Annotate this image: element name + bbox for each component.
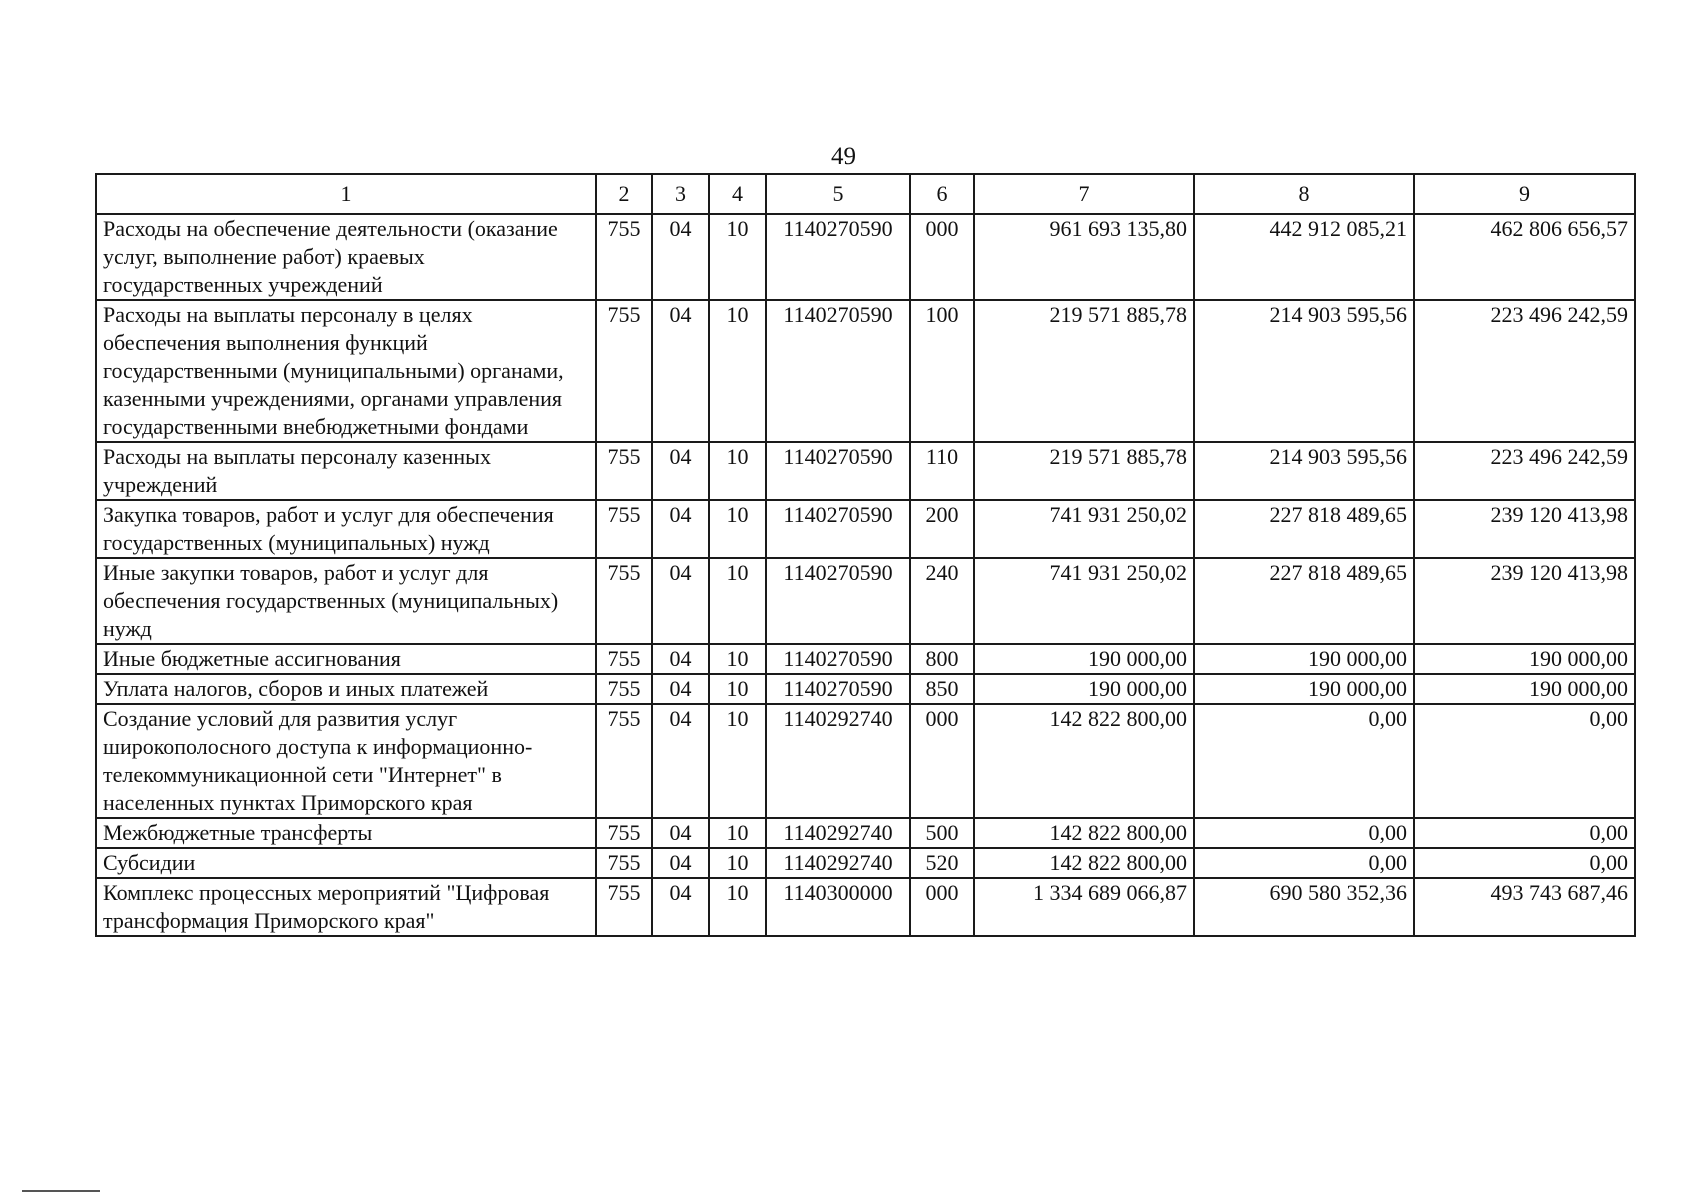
ministry-code: 755 <box>596 878 652 936</box>
row-name: Уплата налогов, сборов и иных платежей <box>96 674 596 704</box>
subsection-code: 10 <box>709 558 766 644</box>
column-header: 8 <box>1194 174 1414 214</box>
budget-table <box>95 173 1636 937</box>
amount-col-8: 190 000,00 <box>1194 644 1414 674</box>
column-header: 2 <box>596 174 652 214</box>
section-code: 04 <box>652 674 709 704</box>
expense-type-code: 800 <box>910 644 974 674</box>
subsection-code: 10 <box>709 848 766 878</box>
row-name: Создание условий для развития услуг широкополосного доступа к информационно-телекоммуникационной сети "Интернет" в населенных пунктах Приморского края <box>96 704 596 818</box>
table-row <box>96 442 1635 500</box>
row-name: Закупка товаров, работ и услуг для обеспечения государственных (муниципальных) нужд <box>96 500 596 558</box>
target-article-code: 1140270590 <box>766 644 910 674</box>
amount-col-8: 690 580 352,36 <box>1194 878 1414 936</box>
amount-col-8: 190 000,00 <box>1194 674 1414 704</box>
section-code: 04 <box>652 848 709 878</box>
column-header: 3 <box>652 174 709 214</box>
amount-col-7: 142 822 800,00 <box>974 704 1194 818</box>
expense-type-code: 000 <box>910 704 974 818</box>
target-article-code: 1140270590 <box>766 300 910 442</box>
table-row <box>96 704 1635 818</box>
expense-type-code: 110 <box>910 442 974 500</box>
section-code: 04 <box>652 500 709 558</box>
section-code: 04 <box>652 644 709 674</box>
table-row <box>96 878 1635 936</box>
table-row <box>96 500 1635 558</box>
amount-col-9: 0,00 <box>1414 704 1635 818</box>
amount-col-9: 190 000,00 <box>1414 644 1635 674</box>
ministry-code: 755 <box>596 818 652 848</box>
subsection-code: 10 <box>709 644 766 674</box>
expense-type-code: 850 <box>910 674 974 704</box>
column-header: 1 <box>96 174 596 214</box>
target-article-code: 1140292740 <box>766 848 910 878</box>
header-row <box>96 174 1635 214</box>
amount-col-7: 190 000,00 <box>974 674 1194 704</box>
amount-col-7: 142 822 800,00 <box>974 848 1194 878</box>
column-header: 5 <box>766 174 910 214</box>
column-header: 6 <box>910 174 974 214</box>
subsection-code: 10 <box>709 674 766 704</box>
section-code: 04 <box>652 214 709 300</box>
column-header: 9 <box>1414 174 1635 214</box>
subsection-code: 10 <box>709 500 766 558</box>
expense-type-code: 240 <box>910 558 974 644</box>
column-header: 4 <box>709 174 766 214</box>
amount-col-9: 462 806 656,57 <box>1414 214 1635 300</box>
amount-col-7: 219 571 885,78 <box>974 300 1194 442</box>
expense-type-code: 500 <box>910 818 974 848</box>
subsection-code: 10 <box>709 442 766 500</box>
amount-col-7: 190 000,00 <box>974 644 1194 674</box>
row-name: Расходы на выплаты персоналу казенных учреждений <box>96 442 596 500</box>
ministry-code: 755 <box>596 704 652 818</box>
row-name: Расходы на обеспечение деятельности (оказание услуг, выполнение работ) краевых государственных учреждений <box>96 214 596 300</box>
amount-col-8: 0,00 <box>1194 704 1414 818</box>
target-article-code: 1140300000 <box>766 878 910 936</box>
row-name: Комплекс процессных мероприятий "Цифровая трансформация Приморского края" <box>96 878 596 936</box>
expense-type-code: 200 <box>910 500 974 558</box>
table-body <box>96 214 1635 936</box>
subsection-code: 10 <box>709 214 766 300</box>
table-row <box>96 644 1635 674</box>
expense-type-code: 100 <box>910 300 974 442</box>
amount-col-9: 0,00 <box>1414 848 1635 878</box>
amount-col-9: 223 496 242,59 <box>1414 442 1635 500</box>
section-code: 04 <box>652 442 709 500</box>
row-name: Расходы на выплаты персоналу в целях обеспечения выполнения функций государственными (муниципальными) органами, казенными учреждениями, органами управления государственными внебюджетными фондами <box>96 300 596 442</box>
section-code: 04 <box>652 300 709 442</box>
amount-col-7: 142 822 800,00 <box>974 818 1194 848</box>
expense-type-code: 000 <box>910 214 974 300</box>
ministry-code: 755 <box>596 214 652 300</box>
ministry-code: 755 <box>596 674 652 704</box>
amount-col-7: 961 693 135,80 <box>974 214 1194 300</box>
amount-col-9: 0,00 <box>1414 818 1635 848</box>
amount-col-7: 741 931 250,02 <box>974 558 1194 644</box>
ministry-code: 755 <box>596 558 652 644</box>
subsection-code: 10 <box>709 704 766 818</box>
target-article-code: 1140270590 <box>766 214 910 300</box>
amount-col-8: 214 903 595,56 <box>1194 300 1414 442</box>
target-article-code: 1140270590 <box>766 674 910 704</box>
page-number: 49 <box>831 143 856 170</box>
table-row <box>96 300 1635 442</box>
amount-col-8: 214 903 595,56 <box>1194 442 1414 500</box>
table-row <box>96 848 1635 878</box>
amount-col-9: 190 000,00 <box>1414 674 1635 704</box>
amount-col-8: 0,00 <box>1194 848 1414 878</box>
table-row <box>96 818 1635 848</box>
amount-col-9: 493 743 687,46 <box>1414 878 1635 936</box>
target-article-code: 1140292740 <box>766 704 910 818</box>
subsection-code: 10 <box>709 300 766 442</box>
column-header: 7 <box>974 174 1194 214</box>
section-code: 04 <box>652 878 709 936</box>
table-row <box>96 674 1635 704</box>
amount-col-7: 219 571 885,78 <box>974 442 1194 500</box>
ministry-code: 755 <box>596 644 652 674</box>
row-name: Межбюджетные трансферты <box>96 818 596 848</box>
expense-type-code: 520 <box>910 848 974 878</box>
target-article-code: 1140292740 <box>766 818 910 848</box>
ministry-code: 755 <box>596 442 652 500</box>
amount-col-8: 442 912 085,21 <box>1194 214 1414 300</box>
row-name: Иные бюджетные ассигнования <box>96 644 596 674</box>
amount-col-9: 223 496 242,59 <box>1414 300 1635 442</box>
target-article-code: 1140270590 <box>766 558 910 644</box>
section-code: 04 <box>652 704 709 818</box>
table-row <box>96 214 1635 300</box>
amount-col-7: 1 334 689 066,87 <box>974 878 1194 936</box>
footnote-rule <box>22 1190 100 1192</box>
subsection-code: 10 <box>709 878 766 936</box>
ministry-code: 755 <box>596 300 652 442</box>
amount-col-8: 227 818 489,65 <box>1194 500 1414 558</box>
section-code: 04 <box>652 818 709 848</box>
amount-col-9: 239 120 413,98 <box>1414 500 1635 558</box>
row-name: Субсидии <box>96 848 596 878</box>
row-name: Иные закупки товаров, работ и услуг для обеспечения государственных (муниципальных) нужд <box>96 558 596 644</box>
ministry-code: 755 <box>596 848 652 878</box>
section-code: 04 <box>652 558 709 644</box>
amount-col-8: 0,00 <box>1194 818 1414 848</box>
amount-col-8: 227 818 489,65 <box>1194 558 1414 644</box>
amount-col-9: 239 120 413,98 <box>1414 558 1635 644</box>
amount-col-7: 741 931 250,02 <box>974 500 1194 558</box>
expense-type-code: 000 <box>910 878 974 936</box>
target-article-code: 1140270590 <box>766 500 910 558</box>
subsection-code: 10 <box>709 818 766 848</box>
table-row <box>96 558 1635 644</box>
target-article-code: 1140270590 <box>766 442 910 500</box>
ministry-code: 755 <box>596 500 652 558</box>
